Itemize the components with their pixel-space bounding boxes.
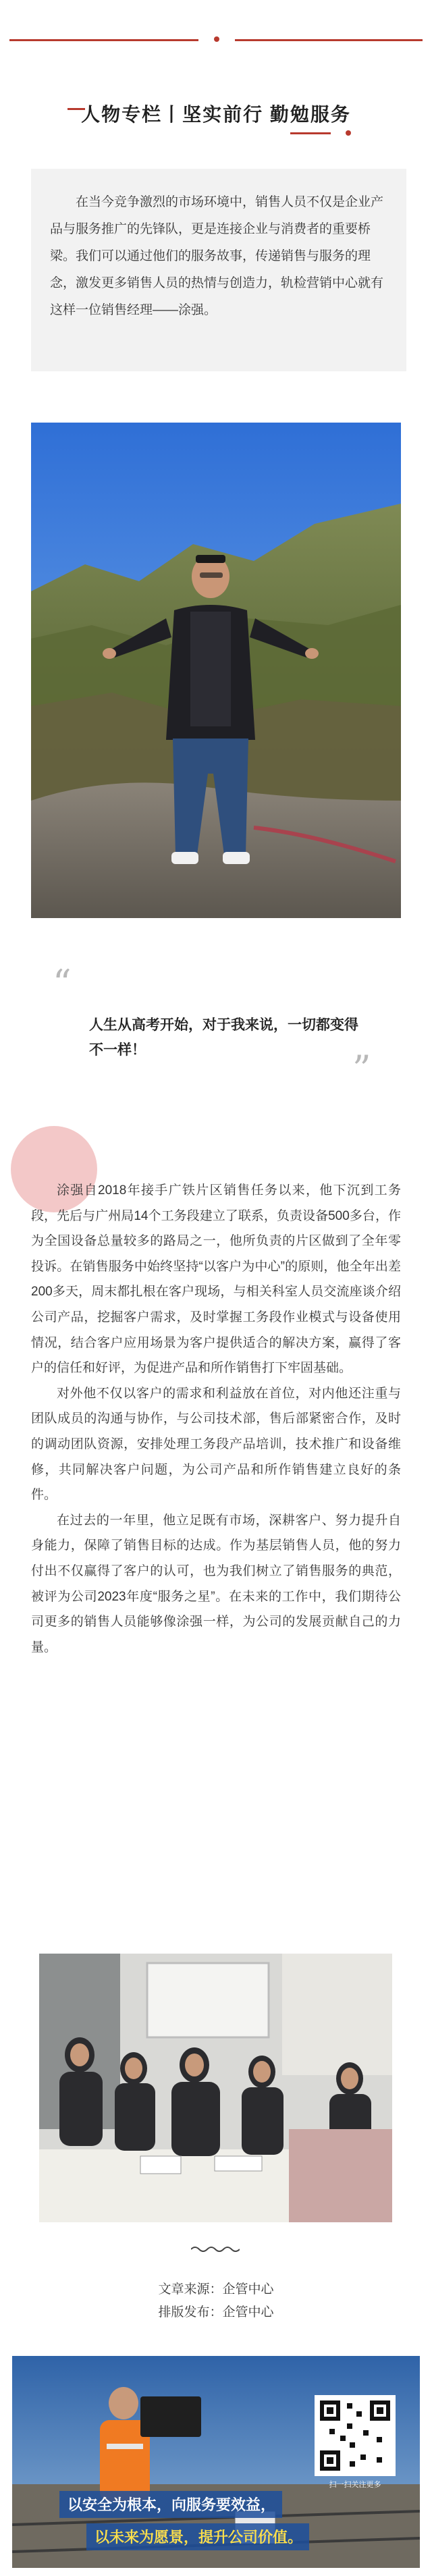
- wave-divider-icon: [191, 2245, 240, 2253]
- pull-quote: 人生从高考开始，对于我来说，一切都变得不一样！: [89, 1017, 358, 1058]
- body-paragraph: 涂强自2018年接手广铁片区销售任务以来，他下沉到工务段，先后与广州局14个工务段建立了联系，负责设备500多台，作为全国设备总量较多的路局之一，他所负责的片区做到了全年零投诉。在销售服务中始终坚持“以客户为中心”的原则，他全年出差200多天，周末都扎根在客户现场，与相关科室人员交流座谈介绍公司产品，挖掘客户需求，及时掌握工务段作业模式与设备使用情况，结合客户应用场景为客户提供适合的解决方案，赢得了客户的信任和好评，为促进产品和所作销售打下牢固基础。: [31, 1183, 401, 1376]
- page-title: 人物专栏丨坚实前行 勤勉服务: [81, 104, 351, 125]
- meeting-photo-illustration: [39, 1954, 392, 2222]
- article-publisher: 排版发布：企管中心: [158, 2305, 274, 2319]
- article-source: 文章来源：企管中心: [158, 2282, 274, 2297]
- qr-caption: 扫一扫关注更多: [329, 2481, 381, 2489]
- portrait-photo: [31, 423, 401, 918]
- banner-slogan-line1: 以安全为根本，向服务要效益，: [68, 2496, 276, 2513]
- intro-box: [31, 169, 406, 371]
- title-underline-dot: [346, 130, 351, 136]
- footer-banner-illustration: [12, 2356, 420, 2568]
- banner-slogan-line2: 以未来为愿景，提升公司价值。: [94, 2529, 303, 2546]
- top-divider-left: [9, 39, 198, 41]
- title-underline: [290, 132, 331, 134]
- footer-banner: [12, 2356, 420, 2568]
- body-paragraph: 对外他不仅以客户的需求和利益放在首位，对内他还注重与团队成员的沟通与协作，与公司技术部，售后部紧密合作，及时的调动团队资源，安排处理工务段产品培训，技术推广和设备维修，共同解决客户问题，为公司产品和所作销售建立良好的条件。: [31, 1386, 401, 1503]
- top-divider-right: [235, 39, 423, 41]
- body-paragraph: 在过去的一年里，他立足既有市场，深耕客户、努力提升自身能力，保障了销售目标的达成。作为基层销售人员，他的努力付出不仅赢得了客户的认可，也为我们树立了销售服务的典范，被评为公司2023年度“服务之星”。在未来的工作中，我们期待公司更多的销售人员能够像涂强一样，为公司的发展贡献自己的力量。: [31, 1513, 401, 1655]
- meeting-photo: [39, 1954, 392, 2222]
- top-divider-dot: [214, 36, 219, 42]
- article-body: [31, 1178, 401, 1660]
- quote-open-mark: “: [53, 962, 72, 1004]
- intro-text: 在当今竞争激烈的市场环境中，销售人员不仅是企业产品与服务推广的先锋队，更是连接企业与消费者的重要桥梁。我们可以通过他们的服务故事，传递销售与服务的理念，激发更多销售人员的热情与创造力，轨检营销中心就有这样一位销售经理——涂强。: [50, 195, 384, 317]
- portrait-photo-illustration: [31, 423, 401, 918]
- quote-close-mark: ”: [352, 1048, 371, 1090]
